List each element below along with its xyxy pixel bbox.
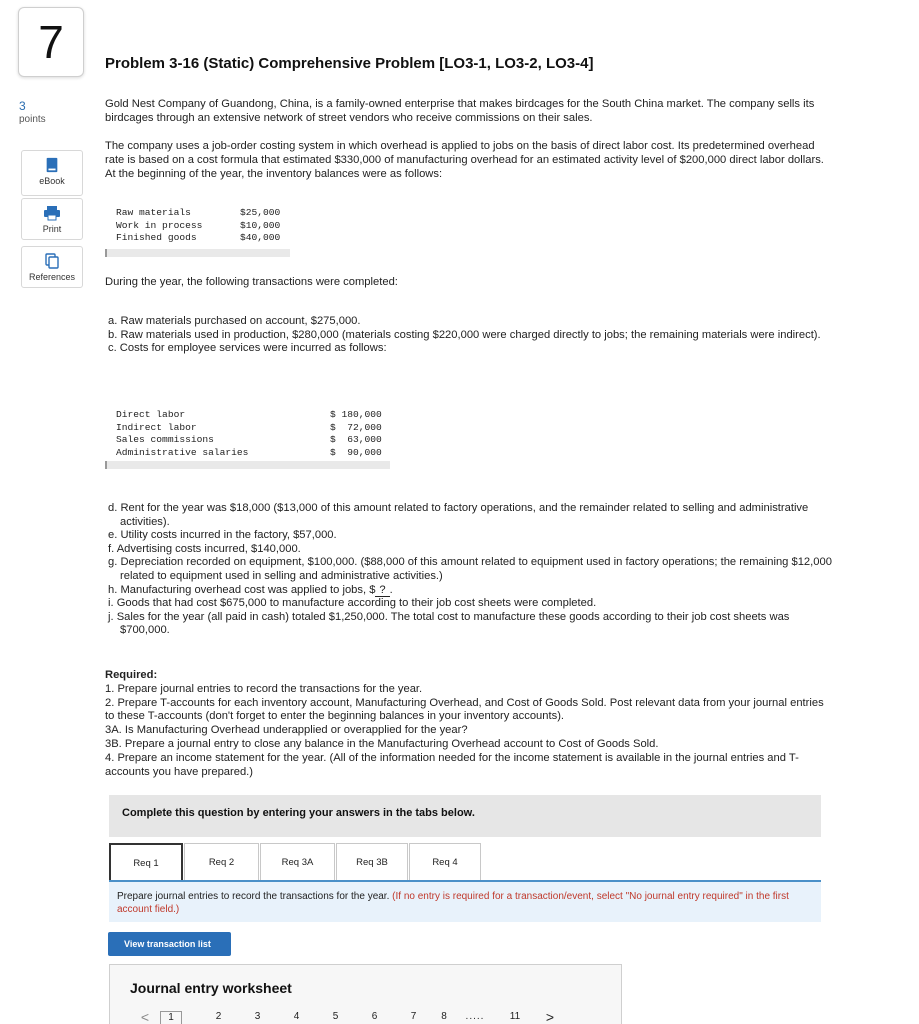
transaction-item: g. Depreciation recorded on equipment, $100,000. ($88,000 of this amount related to equipment used in factory operations; the remaining $12,000 related to equipment used in selling and administrative activities.) xyxy=(108,556,832,582)
transaction-item: b. Raw materials used in production, $280,000 (materials costing $220,000 were charged directly to jobs; the remaining materials were indirect). xyxy=(108,328,821,341)
page-2[interactable]: 2 xyxy=(215,1011,222,1022)
services-label: Indirect labor xyxy=(116,421,197,433)
print-label: Print xyxy=(42,224,62,234)
required-item: 1. Prepare journal entries to record the transactions for the year. xyxy=(105,682,423,695)
services-value: $ 90,000 xyxy=(330,446,382,458)
page-1[interactable]: 1 xyxy=(160,1011,182,1024)
transactions-intro: During the year, the following transactions were completed: xyxy=(105,276,398,288)
required-item: 3B. Prepare a journal entry to close any balance in the Manufacturing Overhead account to Cost of Goods Sold. xyxy=(105,737,659,750)
table-scrollbar[interactable] xyxy=(105,249,290,257)
services-value: $ 180,000 xyxy=(330,409,382,420)
services-value: $ 63,000 xyxy=(330,434,382,445)
points-value: 3 xyxy=(19,99,26,113)
next-page-icon[interactable]: > xyxy=(545,1009,555,1024)
transaction-item: d. Rent for the year was $18,000 ($13,000 of this amount related to factory operations, and the remainder related to selling and administrative activities). xyxy=(108,502,809,528)
inventory-value: $10,000 xyxy=(240,219,281,231)
transaction-item: a. Raw materials purchased on account, $275,000. xyxy=(108,315,361,327)
inventory-row xyxy=(116,220,290,233)
tab-req-3a[interactable]: Req 3A xyxy=(260,843,335,880)
references-label: References xyxy=(28,272,76,282)
transactions-list-a xyxy=(108,315,833,356)
services-row xyxy=(116,422,390,435)
problem-intro: Gold Nest Company of Guandong, China, is a family-owned enterprise that makes birdcages for the South China market. The company sells its birdcages through an extensive network of street vendors who receive commissions on their sales. xyxy=(105,98,815,124)
problem-title: Problem 3-16 (Static) Comprehensive Problem [LO3-1, LO3-2, LO3-4] xyxy=(105,55,594,72)
journal-worksheet-title: Journal entry worksheet xyxy=(130,980,292,996)
answer-panel-heading: Complete this question by entering your answers in the tabs below. xyxy=(109,795,821,837)
ebook-button[interactable] xyxy=(21,150,83,196)
required-heading: Required: xyxy=(105,669,158,681)
table-scrollbar[interactable] xyxy=(105,461,390,469)
problem-costing: The company uses a job-order costing system in which overhead is applied to jobs on the basis of direct labor cost. Its predetermined overhead rate is based on a cost formula that estimated $330,000 of manufacturing overhead for an estimated activity level of $200,000 direct labor dollars. At the beginning of the year, the inventory balances were as follows: xyxy=(105,140,824,180)
overhead-blank: ? xyxy=(375,584,389,597)
services-label: Administrative salaries xyxy=(116,446,249,458)
ebook-label: eBook xyxy=(39,176,65,186)
ebook-icon xyxy=(44,157,60,173)
required-item: 3A. Is Manufacturing Overhead underapplied or overapplied for the year? xyxy=(105,724,468,737)
page-6[interactable]: 6 xyxy=(371,1011,378,1022)
page-11[interactable]: 11 xyxy=(509,1011,521,1022)
services-row xyxy=(116,409,390,422)
transaction-item: e. Utility costs incurred in the factory, $57,000. xyxy=(108,529,337,542)
transaction-item: f. Advertising costs incurred, $140,000. xyxy=(108,542,301,555)
transaction-item: i. Goods that had cost $675,000 to manufacture according to their job cost sheets were completed. xyxy=(108,597,597,610)
services-value: $ 72,000 xyxy=(330,421,382,433)
inventory-label: Finished goods xyxy=(116,232,197,243)
required-section xyxy=(105,669,830,779)
transaction-item: j. Sales for the year (all paid in cash) totaled $1,250,000. The total cost to manufacture these goods according to their job cost sheets was $700,000. xyxy=(108,610,790,637)
print-icon xyxy=(43,205,61,221)
page-4[interactable]: 4 xyxy=(293,1011,300,1022)
question-number: 7 xyxy=(18,7,84,77)
inventory-value: $40,000 xyxy=(240,232,281,243)
instruction-note: (If no entry is required for a transaction/event, select "No journal entry required" in the first account field.) xyxy=(117,891,789,915)
points-info xyxy=(19,100,59,126)
page-8[interactable]: 8 xyxy=(441,1011,447,1022)
instruction-text: Prepare journal entries to record the transactions for the year. xyxy=(117,891,390,902)
worksheet-pager xyxy=(130,1011,565,1024)
references-button[interactable] xyxy=(21,246,83,288)
instruction-box xyxy=(109,882,821,922)
prev-page-icon[interactable]: < xyxy=(140,1009,150,1024)
required-item: 2. Prepare T-accounts for each inventory account, Manufacturing Overhead, and Cost of Goods Sold. Post relevant data from your journal entries to these T-accounts (don't forget to enter the beginning balances in your inventory accounts). xyxy=(105,696,824,723)
inventory-label: Work in process xyxy=(116,219,203,231)
page-5[interactable]: 5 xyxy=(332,1011,339,1022)
inventory-table xyxy=(116,207,290,245)
transaction-h-text: h. Manufacturing overhead cost was applied to jobs, $ xyxy=(108,583,376,596)
view-transaction-list-button[interactable]: View transaction list xyxy=(108,932,231,956)
requirement-tabs xyxy=(109,843,482,881)
required-item: 4. Prepare an income statement for the year. (All of the information needed for the income statement is available in the journal entries and T-accounts you have prepared.) xyxy=(105,751,799,778)
page-ellipsis: ..... xyxy=(465,1011,485,1022)
inventory-label: Raw materials xyxy=(116,207,191,218)
services-label: Sales commissions xyxy=(116,434,214,445)
print-button[interactable] xyxy=(21,198,83,240)
page-3[interactable]: 3 xyxy=(254,1011,261,1022)
tab-req-2[interactable]: Req 2 xyxy=(184,843,259,880)
inventory-value: $25,000 xyxy=(240,207,281,218)
references-icon xyxy=(44,253,60,269)
page-7[interactable]: 7 xyxy=(410,1011,417,1022)
services-row xyxy=(116,447,390,460)
services-table xyxy=(116,409,390,459)
services-label: Direct labor xyxy=(116,409,186,420)
transaction-item: c. Costs for employee services were incurred as follows: xyxy=(108,342,387,355)
inventory-row xyxy=(116,232,290,245)
tab-req-3b[interactable]: Req 3B xyxy=(336,843,408,880)
transaction-h-suffix: . xyxy=(389,583,393,596)
transaction-item-h xyxy=(108,584,833,598)
services-row xyxy=(116,434,390,447)
transactions-list-b xyxy=(108,502,833,638)
points-label: points xyxy=(19,114,46,125)
inventory-row xyxy=(116,207,290,220)
tab-req-4[interactable]: Req 4 xyxy=(409,843,481,880)
tab-req-1[interactable]: Req 1 xyxy=(109,843,183,880)
